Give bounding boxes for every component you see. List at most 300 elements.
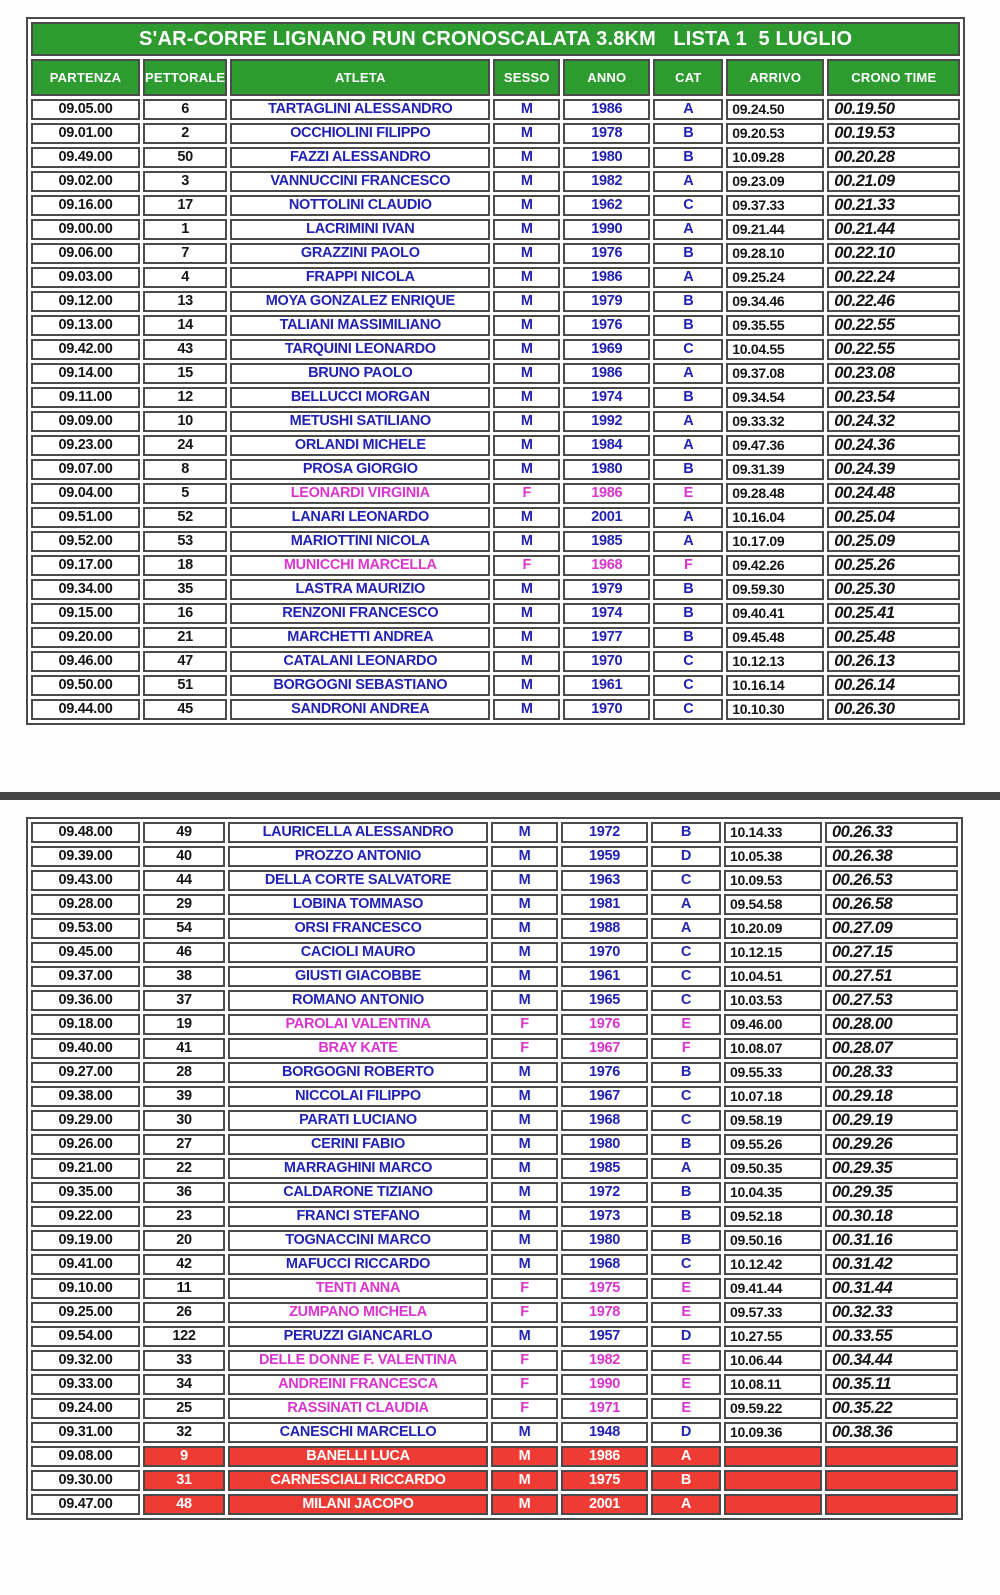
cell-arrivo: 09.40.41	[726, 603, 824, 624]
cell-atleta: PARATI LUCIANO	[228, 1110, 488, 1131]
cell-arrivo	[724, 1446, 822, 1467]
cell-atleta: MARCHETTI ANDREA	[230, 627, 490, 648]
table-row	[31, 846, 958, 867]
cell-pettorale: 42	[143, 1254, 225, 1275]
cell-pettorale: 48	[143, 1494, 225, 1515]
cell-arrivo: 09.34.54	[726, 387, 824, 408]
cell-atleta: MOYA GONZALEZ ENRIQUE	[230, 291, 490, 312]
cell-sesso: M	[491, 1494, 558, 1515]
cell-sesso: M	[491, 990, 558, 1011]
cell-sesso: M	[491, 1230, 558, 1251]
cell-cat: E	[653, 483, 723, 504]
cell-atleta: PAROLAI VALENTINA	[228, 1014, 488, 1035]
cell-partenza: 09.05.00	[31, 99, 140, 120]
cell-partenza: 09.39.00	[31, 846, 140, 867]
cell-anno: 1986	[563, 363, 650, 384]
cell-anno: 1957	[561, 1326, 648, 1347]
cell-sesso: M	[491, 1326, 558, 1347]
cell-sesso: M	[493, 651, 560, 672]
cell-anno: 1982	[561, 1350, 648, 1371]
cell-sesso: M	[493, 411, 560, 432]
cell-crono: 00.21.33	[827, 195, 960, 216]
cell-cat: C	[653, 675, 723, 696]
cell-sesso: M	[491, 1254, 558, 1275]
cell-anno: 1968	[561, 1110, 648, 1131]
table-row	[31, 870, 958, 891]
cell-crono: 00.25.09	[827, 531, 960, 552]
table-row	[31, 651, 960, 672]
cell-arrivo: 09.57.33	[724, 1302, 822, 1323]
cell-sesso: F	[491, 1038, 558, 1059]
results-table-2	[26, 817, 963, 1520]
cell-sesso: M	[491, 1446, 558, 1467]
cell-sesso: M	[493, 363, 560, 384]
cell-atleta: OCCHIOLINI FILIPPO	[230, 123, 490, 144]
cell-crono: 00.27.15	[825, 942, 958, 963]
cell-anno: 1969	[563, 339, 650, 360]
cell-atleta: TENTI ANNA	[228, 1278, 488, 1299]
cell-sesso: M	[493, 123, 560, 144]
column-header-cat: CAT	[653, 59, 723, 96]
cell-partenza: 09.01.00	[31, 123, 140, 144]
cell-sesso: M	[493, 531, 560, 552]
cell-crono: 00.28.33	[825, 1062, 958, 1083]
cell-anno: 1961	[563, 675, 650, 696]
cell-partenza: 09.48.00	[31, 822, 140, 843]
cell-atleta: FAZZI ALESSANDRO	[230, 147, 490, 168]
cell-anno: 1990	[563, 219, 650, 240]
cell-atleta: ANDREINI FRANCESCA	[228, 1374, 488, 1395]
cell-atleta: BANELLI LUCA	[228, 1446, 488, 1467]
table-row	[31, 990, 958, 1011]
cell-arrivo: 10.06.44	[724, 1350, 822, 1371]
cell-cat: B	[653, 579, 723, 600]
cell-atleta: ORLANDI MICHELE	[230, 435, 490, 456]
table-row	[31, 579, 960, 600]
cell-cat: E	[651, 1374, 721, 1395]
results-table-1	[26, 17, 965, 725]
table-row	[31, 531, 960, 552]
cell-crono: 00.26.30	[827, 699, 960, 720]
cell-sesso: M	[491, 1110, 558, 1131]
cell-crono	[825, 1470, 958, 1491]
cell-pettorale: 25	[143, 1398, 225, 1419]
cell-pettorale: 24	[143, 435, 227, 456]
cell-arrivo: 10.27.55	[724, 1326, 822, 1347]
cell-arrivo: 09.28.48	[726, 483, 824, 504]
cell-anno: 1948	[561, 1422, 648, 1443]
cell-sesso: M	[491, 870, 558, 891]
column-header-pettorale: PETTORALE	[143, 59, 227, 96]
cell-arrivo: 10.08.11	[724, 1374, 822, 1395]
cell-crono: 00.29.35	[825, 1158, 958, 1179]
table-row	[31, 918, 958, 939]
cell-cat: B	[653, 315, 723, 336]
cell-crono: 00.22.10	[827, 243, 960, 264]
cell-partenza: 09.09.00	[31, 411, 140, 432]
cell-atleta: DELLE DONNE F. VALENTINA	[228, 1350, 488, 1371]
section-divider	[0, 792, 1000, 800]
cell-crono: 00.33.55	[825, 1326, 958, 1347]
cell-partenza: 09.14.00	[31, 363, 140, 384]
cell-pettorale: 11	[143, 1278, 225, 1299]
cell-atleta: LACRIMINI IVAN	[230, 219, 490, 240]
cell-atleta: MARIOTTINI NICOLA	[230, 531, 490, 552]
cell-cat: B	[653, 291, 723, 312]
cell-pettorale: 27	[143, 1134, 225, 1155]
cell-arrivo: 09.52.18	[724, 1206, 822, 1227]
table-row	[31, 315, 960, 336]
cell-sesso: M	[493, 291, 560, 312]
cell-partenza: 09.21.00	[31, 1158, 140, 1179]
cell-cat: B	[651, 822, 721, 843]
cell-anno: 1967	[561, 1086, 648, 1107]
cell-atleta: LEONARDI VIRGINIA	[230, 483, 490, 504]
cell-partenza: 09.06.00	[31, 243, 140, 264]
table-row	[31, 1326, 958, 1347]
cell-crono: 00.20.28	[827, 147, 960, 168]
cell-crono: 00.23.54	[827, 387, 960, 408]
cell-arrivo: 09.20.53	[726, 123, 824, 144]
cell-pettorale: 22	[143, 1158, 225, 1179]
cell-cat: A	[653, 219, 723, 240]
cell-cat: E	[651, 1278, 721, 1299]
cell-arrivo: 09.24.50	[726, 99, 824, 120]
cell-arrivo: 09.59.30	[726, 579, 824, 600]
cell-pettorale: 4	[143, 267, 227, 288]
cell-anno: 1979	[563, 579, 650, 600]
cell-partenza: 09.15.00	[31, 603, 140, 624]
cell-anno: 1980	[563, 147, 650, 168]
cell-sesso: M	[491, 1206, 558, 1227]
cell-atleta: BRUNO PAOLO	[230, 363, 490, 384]
table-row	[31, 966, 958, 987]
cell-sesso: M	[493, 699, 560, 720]
cell-sesso: M	[491, 894, 558, 915]
table-row	[31, 1446, 958, 1467]
cell-crono: 00.24.39	[827, 459, 960, 480]
cell-crono: 00.38.36	[825, 1422, 958, 1443]
cell-arrivo: 10.16.14	[726, 675, 824, 696]
cell-cat: B	[651, 1230, 721, 1251]
cell-atleta: LASTRA MAURIZIO	[230, 579, 490, 600]
cell-crono: 00.26.13	[827, 651, 960, 672]
cell-partenza: 09.54.00	[31, 1326, 140, 1347]
cell-crono: 00.35.11	[825, 1374, 958, 1395]
column-header-arrivo: ARRIVO	[726, 59, 824, 96]
cell-arrivo: 09.37.08	[726, 363, 824, 384]
cell-partenza: 09.08.00	[31, 1446, 140, 1467]
cell-sesso: M	[491, 1158, 558, 1179]
cell-anno: 1980	[563, 459, 650, 480]
cell-partenza: 09.41.00	[31, 1254, 140, 1275]
cell-partenza: 09.30.00	[31, 1470, 140, 1491]
cell-pettorale: 3	[143, 171, 227, 192]
cell-pettorale: 16	[143, 603, 227, 624]
cell-anno: 1970	[561, 942, 648, 963]
cell-atleta: CATALANI LEONARDO	[230, 651, 490, 672]
cell-anno: 1986	[561, 1446, 648, 1467]
cell-pettorale: 51	[143, 675, 227, 696]
cell-cat: A	[651, 894, 721, 915]
table-row	[31, 459, 960, 480]
cell-crono: 00.29.35	[825, 1182, 958, 1203]
cell-arrivo: 09.21.44	[726, 219, 824, 240]
cell-sesso: F	[491, 1278, 558, 1299]
cell-partenza: 09.37.00	[31, 966, 140, 987]
table-row	[31, 1422, 958, 1443]
cell-cat: B	[651, 1182, 721, 1203]
cell-arrivo: 10.16.04	[726, 507, 824, 528]
cell-atleta: FRAPPI NICOLA	[230, 267, 490, 288]
cell-atleta: ORSI FRANCESCO	[228, 918, 488, 939]
cell-crono: 00.29.18	[825, 1086, 958, 1107]
cell-crono: 00.25.48	[827, 627, 960, 648]
cell-cat: F	[651, 1038, 721, 1059]
cell-sesso: M	[493, 579, 560, 600]
cell-partenza: 09.52.00	[31, 531, 140, 552]
cell-arrivo: 09.42.26	[726, 555, 824, 576]
table-row	[31, 1470, 958, 1491]
cell-anno: 1976	[563, 243, 650, 264]
cell-crono: 00.28.07	[825, 1038, 958, 1059]
cell-atleta: MAFUCCI RICCARDO	[228, 1254, 488, 1275]
cell-cat: A	[653, 435, 723, 456]
cell-crono: 00.22.55	[827, 339, 960, 360]
cell-pettorale: 18	[143, 555, 227, 576]
cell-pettorale: 49	[143, 822, 225, 843]
cell-arrivo: 09.45.48	[726, 627, 824, 648]
cell-partenza: 09.51.00	[31, 507, 140, 528]
table-row	[31, 291, 960, 312]
cell-pettorale: 19	[143, 1014, 225, 1035]
cell-pettorale: 30	[143, 1110, 225, 1131]
cell-crono: 00.29.26	[825, 1134, 958, 1155]
cell-cat: C	[651, 1086, 721, 1107]
table-row	[31, 894, 958, 915]
cell-crono: 00.31.42	[825, 1254, 958, 1275]
cell-anno: 1981	[561, 894, 648, 915]
cell-sesso: M	[491, 942, 558, 963]
cell-atleta: CANESCHI MARCELLO	[228, 1422, 488, 1443]
cell-atleta: CERINI FABIO	[228, 1134, 488, 1155]
header-row	[31, 59, 960, 96]
table-row	[31, 147, 960, 168]
cell-arrivo: 09.28.10	[726, 243, 824, 264]
cell-arrivo: 10.07.18	[724, 1086, 822, 1107]
cell-partenza: 09.44.00	[31, 699, 140, 720]
cell-partenza: 09.10.00	[31, 1278, 140, 1299]
cell-atleta: LOBINA TOMMASO	[228, 894, 488, 915]
cell-sesso: M	[493, 387, 560, 408]
cell-pettorale: 21	[143, 627, 227, 648]
cell-cat: C	[651, 1110, 721, 1131]
cell-crono: 00.21.09	[827, 171, 960, 192]
cell-crono: 00.35.22	[825, 1398, 958, 1419]
cell-partenza: 09.00.00	[31, 219, 140, 240]
table-row	[31, 507, 960, 528]
cell-pettorale: 7	[143, 243, 227, 264]
cell-arrivo: 10.09.53	[724, 870, 822, 891]
cell-sesso: M	[491, 846, 558, 867]
cell-arrivo: 09.41.44	[724, 1278, 822, 1299]
cell-cat: C	[653, 651, 723, 672]
cell-arrivo: 09.47.36	[726, 435, 824, 456]
column-header-sesso: SESSO	[493, 59, 560, 96]
cell-anno: 1968	[563, 555, 650, 576]
cell-anno: 1986	[563, 483, 650, 504]
cell-partenza: 09.34.00	[31, 579, 140, 600]
cell-anno: 1979	[563, 291, 650, 312]
cell-cat: B	[651, 1134, 721, 1155]
cell-partenza: 09.46.00	[31, 651, 140, 672]
cell-cat: B	[653, 123, 723, 144]
cell-cat: D	[651, 1422, 721, 1443]
cell-partenza: 09.20.00	[31, 627, 140, 648]
table-row	[31, 483, 960, 504]
table-row	[31, 1062, 958, 1083]
cell-sesso: F	[491, 1398, 558, 1419]
cell-cat: E	[651, 1398, 721, 1419]
column-header-crono: CRONO TIME	[827, 59, 960, 96]
cell-atleta: FRANCI STEFANO	[228, 1206, 488, 1227]
cell-anno: 1971	[561, 1398, 648, 1419]
cell-partenza: 09.27.00	[31, 1062, 140, 1083]
cell-anno: 1992	[563, 411, 650, 432]
cell-pettorale: 20	[143, 1230, 225, 1251]
cell-crono: 00.21.44	[827, 219, 960, 240]
cell-crono: 00.22.46	[827, 291, 960, 312]
table-row	[31, 1350, 958, 1371]
cell-sesso: M	[493, 507, 560, 528]
cell-pettorale: 2	[143, 123, 227, 144]
cell-anno: 1975	[561, 1470, 648, 1491]
cell-sesso: M	[493, 243, 560, 264]
cell-atleta: CACIOLI MAURO	[228, 942, 488, 963]
cell-pettorale: 40	[143, 846, 225, 867]
cell-anno: 1982	[563, 171, 650, 192]
cell-pettorale: 31	[143, 1470, 225, 1491]
cell-arrivo: 10.04.55	[726, 339, 824, 360]
cell-pettorale: 38	[143, 966, 225, 987]
cell-sesso: M	[491, 966, 558, 987]
column-header-atleta: ATLETA	[230, 59, 490, 96]
cell-cat: E	[651, 1014, 721, 1035]
cell-pettorale: 53	[143, 531, 227, 552]
cell-anno: 1984	[563, 435, 650, 456]
cell-partenza: 09.02.00	[31, 171, 140, 192]
cell-cat: F	[653, 555, 723, 576]
cell-partenza: 09.40.00	[31, 1038, 140, 1059]
page-title: S'AR-CORRE LIGNANO RUN CRONOSCALATA 3.8KM LISTA 1 5 LUGLIO	[31, 22, 960, 56]
cell-crono: 00.27.53	[825, 990, 958, 1011]
cell-atleta: GIUSTI GIACOBBE	[228, 966, 488, 987]
cell-anno: 2001	[563, 507, 650, 528]
cell-crono: 00.19.50	[827, 99, 960, 120]
cell-cat: A	[653, 531, 723, 552]
table-row	[31, 1398, 958, 1419]
cell-sesso: M	[493, 603, 560, 624]
cell-atleta: SANDRONI ANDREA	[230, 699, 490, 720]
cell-sesso: F	[491, 1014, 558, 1035]
cell-sesso: M	[493, 315, 560, 336]
cell-atleta: VANNUCCINI FRANCESCO	[230, 171, 490, 192]
cell-atleta: GRAZZINI PAOLO	[230, 243, 490, 264]
cell-atleta: TARTAGLINI ALESSANDRO	[230, 99, 490, 120]
cell-partenza: 09.50.00	[31, 675, 140, 696]
cell-partenza: 09.38.00	[31, 1086, 140, 1107]
cell-pettorale: 13	[143, 291, 227, 312]
cell-anno: 1976	[563, 315, 650, 336]
cell-pettorale: 44	[143, 870, 225, 891]
cell-pettorale: 5	[143, 483, 227, 504]
cell-cat: C	[651, 870, 721, 891]
table-row	[31, 195, 960, 216]
title-row	[31, 22, 960, 56]
cell-arrivo	[724, 1470, 822, 1491]
cell-anno: 1978	[563, 123, 650, 144]
cell-anno: 1985	[561, 1158, 648, 1179]
table-row	[31, 171, 960, 192]
cell-anno: 1976	[561, 1062, 648, 1083]
cell-sesso: F	[491, 1350, 558, 1371]
cell-anno: 1965	[561, 990, 648, 1011]
cell-arrivo: 09.33.32	[726, 411, 824, 432]
cell-partenza: 09.43.00	[31, 870, 140, 891]
cell-crono: 00.25.41	[827, 603, 960, 624]
cell-partenza: 09.28.00	[31, 894, 140, 915]
cell-crono: 00.26.33	[825, 822, 958, 843]
table-row	[31, 363, 960, 384]
table-row	[31, 1182, 958, 1203]
cell-crono: 00.25.26	[827, 555, 960, 576]
cell-sesso: F	[491, 1302, 558, 1323]
cell-arrivo: 09.46.00	[724, 1014, 822, 1035]
cell-cat: C	[653, 195, 723, 216]
cell-partenza: 09.47.00	[31, 1494, 140, 1515]
cell-atleta: TALIANI MASSIMILIANO	[230, 315, 490, 336]
cell-cat: A	[653, 363, 723, 384]
cell-arrivo: 10.04.35	[724, 1182, 822, 1203]
table-row	[31, 1014, 958, 1035]
cell-pettorale: 17	[143, 195, 227, 216]
cell-crono: 00.27.09	[825, 918, 958, 939]
cell-sesso: M	[493, 435, 560, 456]
cell-anno: 1986	[563, 267, 650, 288]
cell-anno: 1970	[563, 651, 650, 672]
cell-partenza: 09.24.00	[31, 1398, 140, 1419]
cell-anno: 1975	[561, 1278, 648, 1299]
cell-cat: A	[653, 411, 723, 432]
cell-atleta: MUNICCHI MARCELLA	[230, 555, 490, 576]
cell-pettorale: 9	[143, 1446, 225, 1467]
column-header-anno: ANNO	[563, 59, 650, 96]
cell-cat: C	[651, 966, 721, 987]
cell-pettorale: 14	[143, 315, 227, 336]
cell-crono: 00.26.58	[825, 894, 958, 915]
cell-pettorale: 47	[143, 651, 227, 672]
cell-crono	[825, 1494, 958, 1515]
cell-cat: C	[653, 339, 723, 360]
table-row	[31, 675, 960, 696]
table-row	[31, 699, 960, 720]
cell-crono: 00.30.18	[825, 1206, 958, 1227]
cell-sesso: M	[493, 219, 560, 240]
cell-sesso: M	[491, 1134, 558, 1155]
cell-arrivo: 09.55.26	[724, 1134, 822, 1155]
cell-anno: 1980	[561, 1134, 648, 1155]
cell-partenza: 09.16.00	[31, 195, 140, 216]
